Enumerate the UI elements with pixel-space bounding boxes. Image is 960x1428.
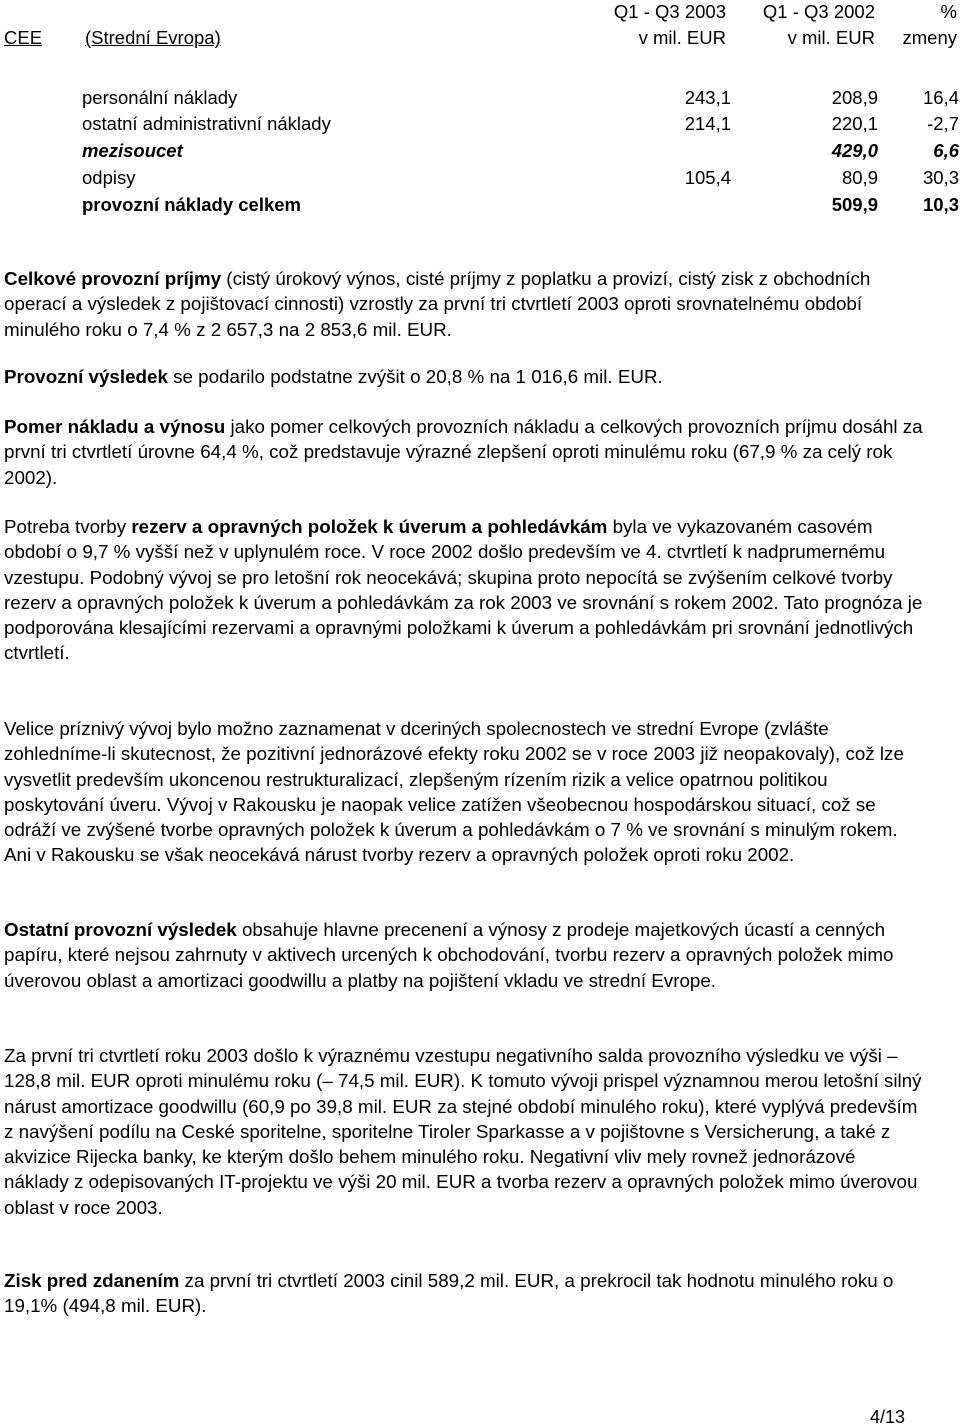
page-number: 4/13 — [869, 1407, 905, 1427]
row-value-2003: 105,4 — [684, 167, 731, 188]
row-value-2002: 429,0 — [831, 140, 878, 161]
row-label: personální náklady — [82, 87, 238, 108]
paragraph-text: jako pomer celkových provozních nákladu a celkových provozních príjmu dosáhl za první tri ctvrtletí úrovne 64,4 %, což predstavuje výrazné zlepšení oproti minulému roku (67,9 % za celý rok 2002). — [4, 416, 923, 488]
paragraph-text: byla ve vykazovaném casovém období o 9,7 % vyšší než v uplynulém roce. V roce 2002 došlo predevším ve 4. ctvrtletí k nadprumernému vzestupu. Podobný vývoj se pro letošní rok neocekává; skupina proto nepocítá se zvýšením celkové tvorby rezerv a opravných položek k úverum a pohledávkám za rok 2003 ve srovnání s rokem 2002. Tato prognóza je podporována klesajícími rezervami a opravnými položkami k úverum a pohledávkám pri srovnání jednotlivých ctvrtletí. — [4, 516, 923, 664]
paragraph-subsidiaries — [4, 716, 924, 868]
row-label: ostatní administrativní náklady — [82, 113, 331, 134]
row-value-2003: 214,1 — [684, 113, 731, 134]
paragraph-provisions — [4, 514, 924, 666]
paragraph-text: Potreba tvorby — [4, 516, 132, 537]
paragraph-text: za první tri ctvrtletí 2003 cinil 589,2 mil. EUR, a prekrocil tak hodnotu minulého roku o 19,1% (494,8 mil. EUR). — [4, 1270, 894, 1317]
paragraph-text: Velice príznivý vývoj bylo možno zaznamenat v dceriných spolecnostech ve strední Evrope (zvlášte zohledníme-li skutecnost, že pozitivní jednorázové efekty roku 2002 se v roce 2003 již neopakovaly), což lze vysvetlit predevším ukoncenou restrukturalizací, zlepšeným rízením rizik a velice opatrnou politikou poskytování úveru. Vývoj v Rakousku je naopak velice zatížen všeobecnou hospodárskou situací, což se odráží ve zvýšené tvorbe opravných položek k úverum a pohledávkám o 7 % ve srovnání s minulým rokem. Ani v Rakousku se však neocekává nárust tvorby rezerv a opravných položek oproti roku 2002. — [4, 718, 904, 866]
table-row — [0, 85, 960, 111]
term-provisions: rezerv a opravných položek k úverum a pohledávkám — [131, 516, 608, 537]
table-row — [0, 165, 960, 191]
row-change: 30,3 — [922, 167, 959, 188]
term-cost-income-ratio: Pomer nákladu a výnosu — [4, 416, 226, 437]
term-operating-result: Provozní výsledek — [4, 366, 168, 387]
row-label: mezisoucet — [82, 140, 183, 161]
col3-header-percent: % — [940, 1, 957, 22]
paragraph-pre-tax-profit — [4, 1268, 924, 1319]
col2-header-unit: v mil. EUR — [787, 27, 875, 48]
term-pre-tax-profit: Zisk pred zdanením — [4, 1270, 180, 1291]
col1-header-unit: v mil. EUR — [638, 27, 726, 48]
row-value-2002: 80,9 — [841, 167, 878, 188]
term-operating-income: Celkové provozní príjmy — [4, 268, 222, 289]
paragraph-other-operating-result — [4, 917, 924, 993]
row-value-2002: 208,9 — [831, 87, 878, 108]
row-value-2002: 509,9 — [831, 194, 878, 215]
row-label: odpisy — [82, 167, 136, 188]
row-change: 16,4 — [922, 87, 959, 108]
paragraph-text: Za první tri ctvrtletí roku 2003 došlo k výraznému vzestupu negativního salda provozního výsledku ve výši – 128,8 mil. EUR oproti minulému roku (– 74,5 mil. EUR). K tomuto vývoji prispel významnou merou letošní silný nárust amortizace goodwillu (60,9 po 39,8 mil. EUR za stejné období minulého roku), které vyplývá predevším z navýšení podílu na Ceské sporitelne, sporitelne Tiroler Sparkasse a v pojištovne s Versicherung, a také z akvizice Rijecka banky, ke kterým došlo behem minulého roku. Negativní vliv mely rovnež jednorázové náklady z odepisovaných IT-projektu ve výši 20 mil. EUR a tvorba rezerv a opravných položek mimo úverovou oblast v roce 2003. — [4, 1045, 922, 1218]
paragraph-text: (cistý úrokový výnos, cisté príjmy z poplatku a provizí, cistý zisk z obchodních operací a výsledek z pojištovací cinnosti) vzrostly za první tri ctvrtletí 2003 oproti srovnatelnému období minulého roku o 7,4 % z 2 657,3 na 2 853,6 mil. EUR. — [4, 268, 871, 340]
region-code: CEE — [4, 27, 43, 48]
row-label: provozní náklady celkem — [82, 194, 302, 215]
paragraph-text: se podarilo podstatne zvýšit o 20,8 % na 1 016,6 mil. EUR. — [167, 366, 663, 387]
paragraph-operating-result — [4, 364, 924, 389]
row-value-2002: 220,1 — [831, 113, 878, 134]
row-value-2003: 243,1 — [684, 87, 731, 108]
col1-header-period: Q1 - Q3 2003 — [613, 1, 726, 22]
term-other-operating-result: Ostatní provozní výsledek — [4, 919, 237, 940]
row-change: -2,7 — [927, 113, 959, 134]
paragraph-cost-income-ratio — [4, 414, 924, 490]
paragraph-operating-income — [4, 266, 924, 342]
paragraph-negative-balance — [4, 1043, 924, 1220]
table-row — [0, 111, 960, 137]
row-change: 6,6 — [933, 140, 959, 161]
table-row-subtotal — [0, 138, 960, 164]
region-name: (Strední Evropa) — [85, 27, 221, 48]
col3-header-change: zmeny — [902, 27, 957, 48]
table-row-total — [0, 192, 960, 218]
row-change: 10,3 — [922, 194, 959, 215]
paragraph-text: obsahuje hlavne precenení a výnosy z prodeje majetkových úcastí a cenných papíru, které nejsou zahrnuty v aktivech urcených k obchodování, tvorbu rezerv a opravných položek mimo úverovou oblast a amortizaci goodwillu a platby na pojištení vkladu ve strední Evrope. — [4, 919, 894, 991]
col2-header-period: Q1 - Q3 2002 — [762, 1, 875, 22]
